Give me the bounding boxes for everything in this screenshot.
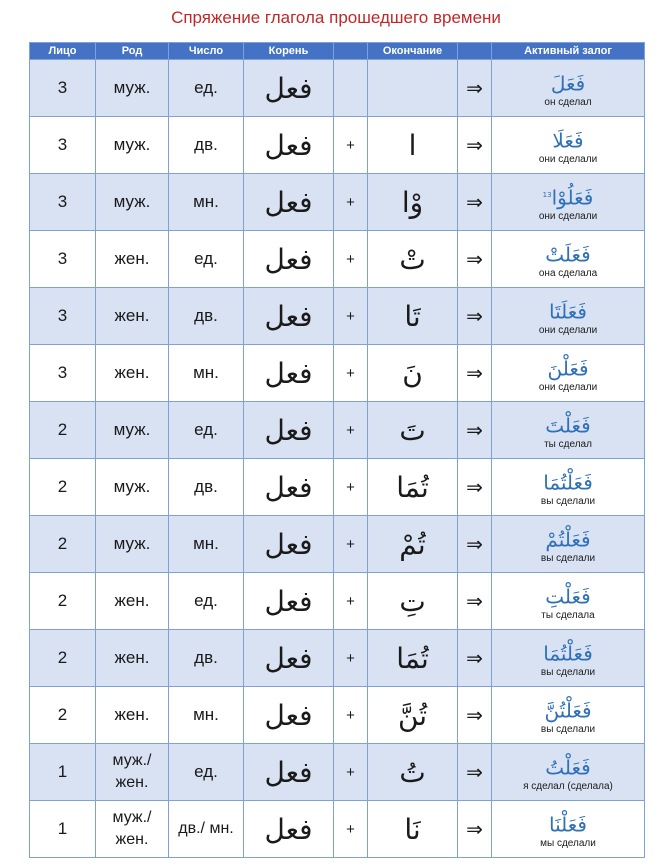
cell-arrow: ⇒	[458, 117, 492, 174]
cell-gender: муж.	[96, 402, 169, 459]
cell-gender: жен.	[96, 231, 169, 288]
active-form	[492, 238, 644, 269]
cell-root: فعل	[244, 744, 334, 801]
active-translation: вы сделали	[540, 553, 596, 565]
active-translation: они сделали	[538, 325, 598, 337]
table-row	[30, 402, 645, 459]
cell-arrow: ⇒	[458, 687, 492, 744]
cell-active	[492, 687, 645, 744]
cell-ending: نَا	[368, 801, 458, 858]
cell-plus: +	[334, 117, 368, 174]
active-translation: они сделали	[538, 382, 598, 394]
cell-number: ед.	[169, 744, 244, 801]
active-form	[492, 124, 644, 155]
cell-person: 2	[30, 687, 96, 744]
table-row	[30, 117, 645, 174]
active-form	[492, 352, 644, 383]
cell-gender: жен.	[96, 345, 169, 402]
cell-root: فعل	[244, 516, 334, 573]
active-form	[492, 523, 644, 554]
cell-active	[492, 801, 645, 858]
cell-root: فعل	[244, 573, 334, 630]
cell-number: дв.	[169, 117, 244, 174]
cell-ending: تُنَّ	[368, 687, 458, 744]
header-gender: Род	[96, 43, 169, 60]
cell-arrow: ⇒	[458, 60, 492, 117]
cell-arrow: ⇒	[458, 801, 492, 858]
active-translation: мы сделали	[540, 838, 596, 850]
cell-person: 3	[30, 288, 96, 345]
cell-plus: +	[334, 459, 368, 516]
cell-gender: муж.	[96, 174, 169, 231]
cell-ending: نَ	[368, 345, 458, 402]
cell-active	[492, 117, 645, 174]
active-translation: вы сделали	[540, 496, 596, 508]
cell-person: 3	[30, 60, 96, 117]
cell-arrow: ⇒	[458, 231, 492, 288]
cell-number: ед.	[169, 60, 244, 117]
table-row	[30, 630, 645, 687]
active-form-arabic: فَعَلَ	[550, 71, 586, 96]
cell-plus: +	[334, 231, 368, 288]
cell-active	[492, 288, 645, 345]
active-form-arabic: فَعَلْنَ	[547, 356, 589, 381]
cell-root: فعل	[244, 288, 334, 345]
cell-gender: муж./ жен.	[96, 801, 169, 858]
cell-gender: муж.	[96, 60, 169, 117]
cell-ending: تُمَا	[368, 459, 458, 516]
table-row	[30, 459, 645, 516]
cell-person: 2	[30, 459, 96, 516]
cell-person: 3	[30, 117, 96, 174]
header-active: Активный залог	[492, 43, 645, 60]
cell-number: дв.	[169, 630, 244, 687]
cell-ending: تَ	[368, 402, 458, 459]
cell-plus: +	[334, 744, 368, 801]
cell-number: мн.	[169, 516, 244, 573]
active-form	[492, 67, 644, 98]
cell-arrow: ⇒	[458, 744, 492, 801]
active-form-arabic: فَعَلْنَا	[549, 812, 587, 837]
cell-number: мн.	[169, 174, 244, 231]
cell-person: 2	[30, 402, 96, 459]
conjugation-table	[29, 42, 645, 858]
header-row	[30, 43, 645, 60]
cell-ending: تُ	[368, 744, 458, 801]
cell-arrow: ⇒	[458, 288, 492, 345]
cell-gender: жен.	[96, 288, 169, 345]
active-form	[492, 580, 644, 611]
active-form-arabic: فَعَلْتَ	[545, 413, 591, 438]
cell-arrow: ⇒	[458, 174, 492, 231]
header-person: Лицо	[30, 43, 96, 60]
cell-active	[492, 402, 645, 459]
cell-root: فعل	[244, 174, 334, 231]
cell-ending: تَا	[368, 288, 458, 345]
cell-arrow: ⇒	[458, 573, 492, 630]
active-form-arabic: فَعَلْتُمَا	[543, 641, 593, 666]
cell-ending	[368, 60, 458, 117]
cell-number: ед.	[169, 402, 244, 459]
active-form-arabic: فَعَلْتُ	[545, 755, 591, 780]
cell-root: فعل	[244, 630, 334, 687]
cell-active	[492, 60, 645, 117]
table-row	[30, 288, 645, 345]
table-row	[30, 60, 645, 117]
active-translation: вы сделали	[540, 667, 596, 679]
cell-arrow: ⇒	[458, 516, 492, 573]
active-form	[492, 295, 644, 326]
active-form-arabic: فَعَلُوْا	[551, 185, 594, 210]
active-form	[492, 181, 644, 212]
table-row	[30, 573, 645, 630]
cell-arrow: ⇒	[458, 630, 492, 687]
table-body	[30, 60, 645, 858]
table-row	[30, 744, 645, 801]
cell-root: فعل	[244, 687, 334, 744]
cell-active	[492, 630, 645, 687]
cell-person: 3	[30, 174, 96, 231]
active-translation: они сделали	[538, 154, 598, 166]
cell-gender: муж.	[96, 516, 169, 573]
active-form-arabic: فَعَلْتُمْ	[545, 527, 591, 552]
cell-ending: ا	[368, 117, 458, 174]
header-ending: Окончание	[368, 43, 458, 60]
cell-root: فعل	[244, 345, 334, 402]
cell-active	[492, 459, 645, 516]
cell-arrow: ⇒	[458, 459, 492, 516]
cell-plus: +	[334, 801, 368, 858]
header-blank-arrow	[458, 43, 492, 60]
cell-number: дв.	[169, 288, 244, 345]
footnote-marker: 13	[542, 190, 552, 199]
table-row	[30, 687, 645, 744]
cell-person: 2	[30, 516, 96, 573]
active-translation: ты сделала	[541, 610, 595, 622]
cell-root: فعل	[244, 801, 334, 858]
active-translation: вы сделали	[540, 724, 596, 736]
cell-ending: تُمْ	[368, 516, 458, 573]
active-form-arabic: فَعَلَتْ	[545, 242, 591, 267]
cell-person: 3	[30, 345, 96, 402]
cell-plus: +	[334, 630, 368, 687]
active-translation: они сделали	[538, 211, 598, 223]
cell-number: ед.	[169, 231, 244, 288]
cell-ending: تِ	[368, 573, 458, 630]
cell-person: 2	[30, 573, 96, 630]
cell-root: فعل	[244, 231, 334, 288]
table-row	[30, 345, 645, 402]
cell-active	[492, 516, 645, 573]
cell-active	[492, 174, 645, 231]
header-number: Число	[169, 43, 244, 60]
active-form	[492, 694, 644, 725]
cell-plus: +	[334, 573, 368, 630]
active-translation: ты сделал	[544, 439, 592, 451]
header-root: Корень	[244, 43, 334, 60]
active-form	[492, 409, 644, 440]
active-form-arabic: فَعَلْتُنَّ	[544, 698, 592, 723]
table-row	[30, 516, 645, 573]
header-blank-plus	[334, 43, 368, 60]
table-row	[30, 174, 645, 231]
cell-person: 2	[30, 630, 96, 687]
cell-plus: +	[334, 402, 368, 459]
active-translation: она сделала	[538, 268, 598, 280]
active-form-arabic: فَعَلَا	[552, 128, 584, 153]
cell-plus: +	[334, 687, 368, 744]
cell-number: ед.	[169, 573, 244, 630]
active-form-arabic: فَعَلَتَا	[549, 299, 587, 324]
active-form-arabic: فَعَلْتُمَا	[543, 470, 593, 495]
active-form	[492, 751, 644, 782]
active-translation: он сделал	[544, 97, 592, 109]
cell-root: فعل	[244, 60, 334, 117]
cell-gender: жен.	[96, 630, 169, 687]
cell-arrow: ⇒	[458, 345, 492, 402]
cell-ending: وْا	[368, 174, 458, 231]
cell-person: 3	[30, 231, 96, 288]
active-form	[492, 466, 644, 497]
cell-ending: تُمَا	[368, 630, 458, 687]
cell-plus: +	[334, 288, 368, 345]
cell-plus: +	[334, 174, 368, 231]
cell-number: мн.	[169, 687, 244, 744]
cell-ending: تْ	[368, 231, 458, 288]
cell-root: فعل	[244, 459, 334, 516]
cell-gender: жен.	[96, 687, 169, 744]
cell-arrow: ⇒	[458, 402, 492, 459]
cell-gender: муж.	[96, 459, 169, 516]
cell-plus: +	[334, 516, 368, 573]
cell-person: 1	[30, 801, 96, 858]
cell-person: 1	[30, 744, 96, 801]
active-form	[492, 808, 644, 839]
cell-active	[492, 744, 645, 801]
cell-root: فعل	[244, 402, 334, 459]
cell-active	[492, 573, 645, 630]
active-form-arabic: فَعَلْتِ	[545, 584, 591, 609]
cell-gender: жен.	[96, 573, 169, 630]
cell-gender: муж.	[96, 117, 169, 174]
active-translation: я сделал (сделала)	[523, 781, 613, 793]
cell-number: дв./ мн.	[169, 801, 244, 858]
cell-number: мн.	[169, 345, 244, 402]
table-row	[30, 801, 645, 858]
cell-gender: муж./ жен.	[96, 744, 169, 801]
table-row	[30, 231, 645, 288]
cell-active	[492, 231, 645, 288]
cell-active	[492, 345, 645, 402]
cell-root: فعل	[244, 117, 334, 174]
cell-plus: +	[334, 345, 368, 402]
cell-number: дв.	[169, 459, 244, 516]
page-title: Спряжение глагола прошедшего времени	[171, 8, 501, 27]
cell-plus	[334, 60, 368, 117]
active-form	[492, 637, 644, 668]
